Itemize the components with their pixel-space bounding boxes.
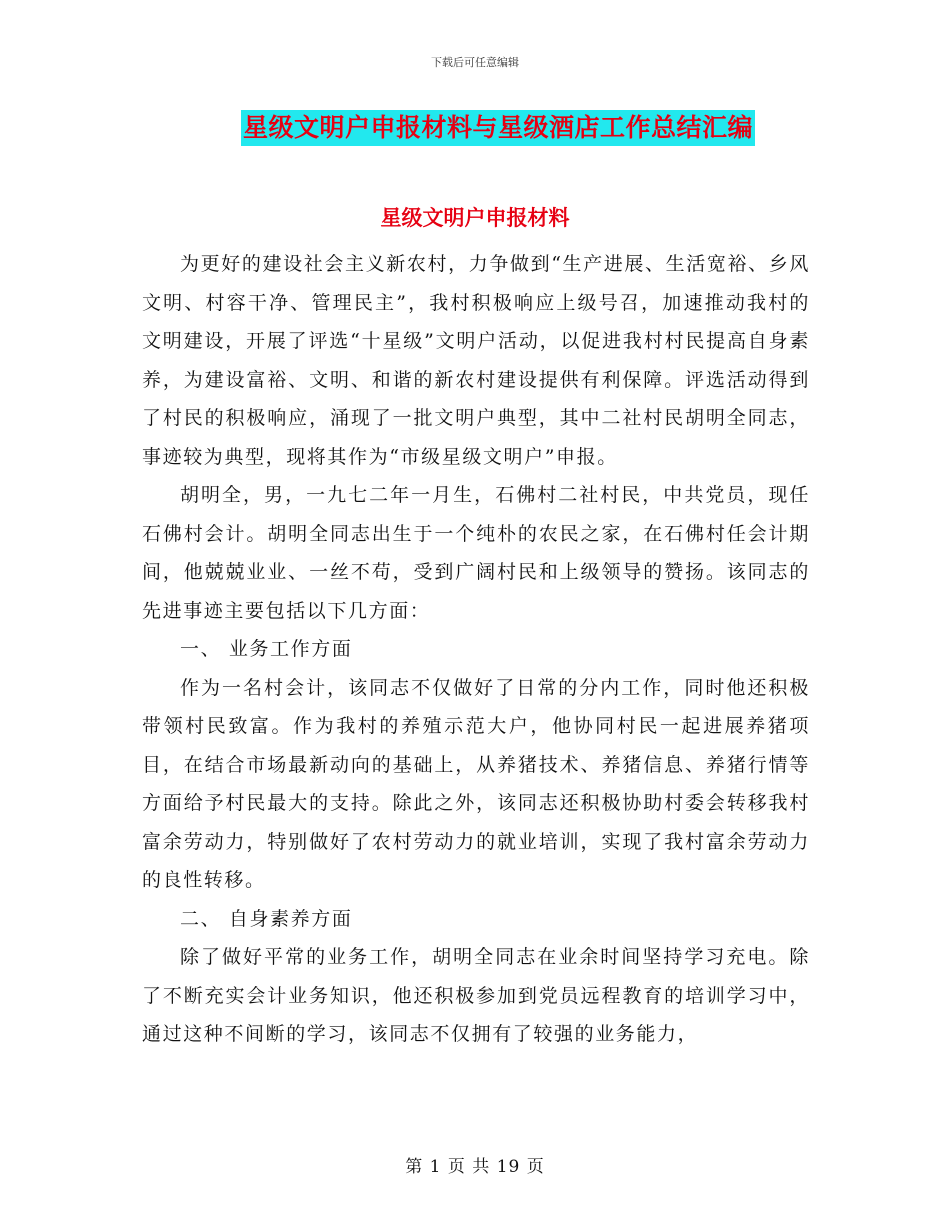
document-title: 星级文明户申报材料与星级酒店工作总结汇编 (241, 110, 755, 146)
section-title: 星级文明户申报材料 (380, 206, 570, 230)
subheading-self-quality: 二、 自身素养方面 (180, 907, 353, 930)
paragraph-self-quality: 除了做好平常的业务工作，胡明全同志在业余时间坚持学习充电。除了不断充实会计业务知识，他还积极参加到党员远程教育的培训学习中，通过这种不间断的学习，该同志不仅拥有了较强的业务能力， (142, 946, 810, 1045)
header-note: 下载后可任意编辑 (431, 56, 519, 69)
paragraph-work: 作为一名村会计，该同志不仅做好了日常的分内工作，同时他还积极带领村民致富。作为我村的养殖示范大户，他协同村民一起进展养猪项目，在结合市场最新动向的基础上，从养猪技术、养猪信息、养猪行情等方面给予村民最大的支持。除此之外，该同志还积极协助村委会转移我村富余劳动力，特别做好了农村劳动力的就业培训，实现了我村富余劳动力的良性转移。 (142, 676, 810, 891)
page-footer: 第 1 页 共 19 页 (405, 1157, 545, 1177)
paragraph-intro: 为更好的建设社会主义新农村，力争做到“生产进展、生活宽裕、乡风文明、村容干净、管理民主”，我村积极响应上级号召，加速推动我村的文明建设，开展了评选“十星级”文明户活动，以促进我村村民提高自身素养，为建设富裕、文明、和谐的新农村建设提供有利保障。评选活动得到了村民的积极响应，涌现了一批文明户典型，其中二社村民胡明全同志，事迹较为典型，现将其作为“市级星级文明户”申报。 (142, 253, 810, 468)
paragraph-profile: 胡明全，男，一九七二年一月生，石佛村二社村民，中共党员，现任石佛村会计。胡明全同志出生于一个纯朴的农民之家，在石佛村任会计期间，他兢兢业业、一丝不苟，受到广阔村民和上级领导的赞扬。该同志的先进事迹主要包括以下几方面： (142, 484, 810, 622)
document-body (142, 245, 810, 1054)
subheading-work: 一、 业务工作方面 (180, 638, 353, 660)
document-title-container (0, 110, 950, 146)
